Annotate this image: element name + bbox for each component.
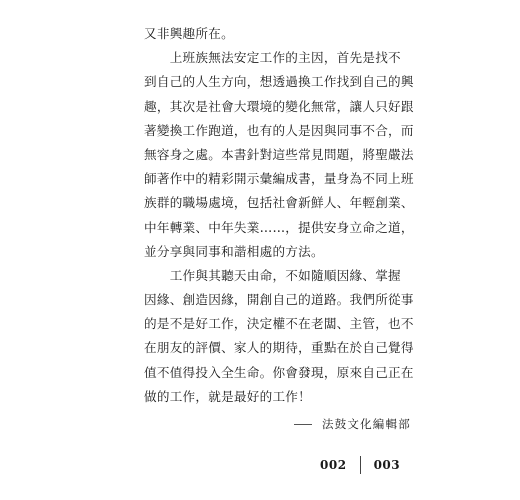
signature-text: 法鼓文化編輯部 <box>322 417 411 431</box>
text-line: 並分享與同事和諧相處的方法。 <box>144 243 324 259</box>
page-number-divider <box>360 456 361 474</box>
text-line: 的是不是好工作，決定權不在老闆、主管，也不 <box>144 316 414 332</box>
signature <box>294 416 411 432</box>
text-line: 在朋友的評價、家人的期待，重點在於自己覺得 <box>144 340 414 356</box>
signature-dash <box>294 424 312 425</box>
page-numbers <box>320 456 400 474</box>
body-text <box>144 22 414 409</box>
text-line: 工作與其聽天由命，不如隨順因緣、掌握 <box>144 267 401 283</box>
text-line: 中年轉業、中年失業……，提供安身立命之道， <box>144 219 414 235</box>
text-line: 趣，其次是社會大環境的變化無常，讓人只好跟 <box>144 98 414 114</box>
text-line: 族群的職場處境，包括社會新鮮人、年輕創業、 <box>144 195 414 211</box>
text-line: 做的工作，就是最好的工作！ <box>144 388 311 404</box>
text-line: 無容身之處。本書針對這些常見問題，將聖嚴法 <box>144 146 414 162</box>
text-line: 師著作中的精彩開示彙編成書，量身為不同上班 <box>144 171 414 187</box>
text-line: 上班族無法安定工作的主因，首先是找不 <box>144 50 401 66</box>
text-line: 因緣、創造因緣，開創自己的道路。我們所從事 <box>144 292 414 308</box>
page-number-left: 002 <box>320 458 347 472</box>
page-number-right: 003 <box>373 458 401 472</box>
text-line: 到自己的人生方向，想透過換工作找到自己的興 <box>144 74 414 90</box>
text-line: 值不值得投入全生命。你會發現，原來自己正在 <box>144 364 414 380</box>
text-line: 又非興趣所在。 <box>144 26 234 41</box>
text-line: 著變換工作跑道，也有的人是因與同事不合，而 <box>144 122 414 138</box>
